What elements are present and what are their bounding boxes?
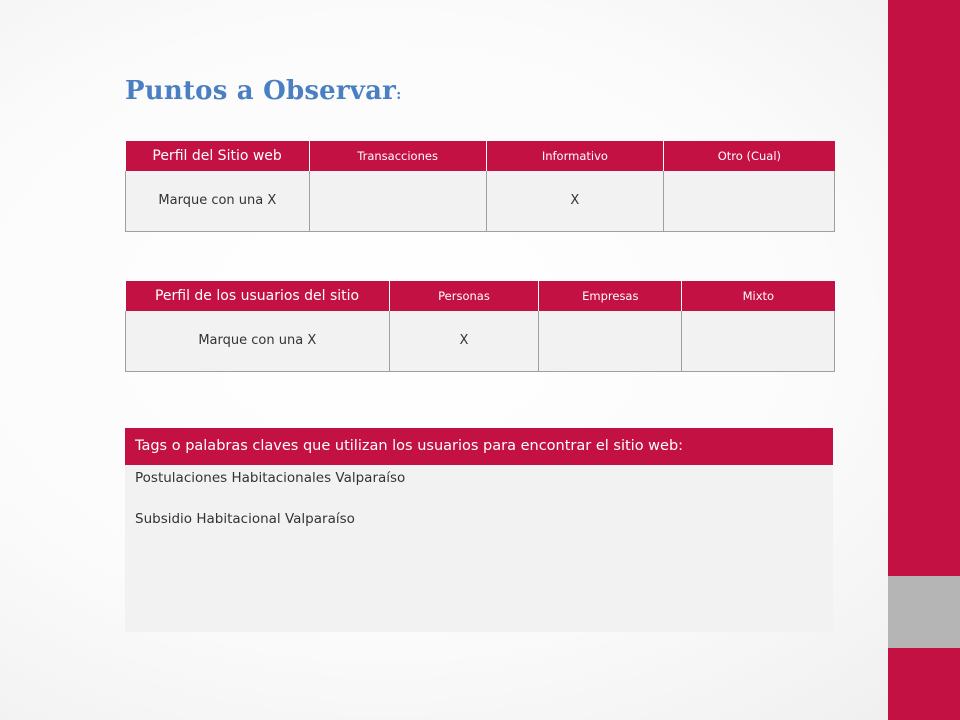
site-profile-header: Perfil del Sitio web	[126, 141, 310, 171]
tags-box	[125, 428, 833, 632]
cell-mixto[interactable]	[682, 311, 835, 371]
row-label: Marque con una X	[126, 311, 390, 371]
tag-item: Postulaciones Habitacionales Valparaíso	[135, 470, 406, 486]
table-header-row	[126, 141, 835, 171]
cell-empresas[interactable]	[539, 311, 682, 371]
cell-personas[interactable]: X	[389, 311, 539, 371]
cell-otro[interactable]	[664, 171, 835, 231]
side-band-top	[888, 0, 960, 576]
site-profile-table	[125, 141, 835, 232]
side-band-bottom	[888, 648, 960, 720]
page-title	[125, 76, 401, 106]
user-profile-header: Perfil de los usuarios del sitio	[126, 281, 390, 311]
tag-item: Subsidio Habitacional Valparaíso	[135, 511, 355, 527]
table-header-row	[126, 281, 835, 311]
col-otro: Otro (Cual)	[664, 141, 835, 171]
col-mixto: Mixto	[682, 281, 835, 311]
col-personas: Personas	[389, 281, 539, 311]
page-title-colon: :	[396, 87, 402, 103]
col-transacciones: Transacciones	[309, 141, 486, 171]
cell-transacciones[interactable]	[309, 171, 486, 231]
table-row	[126, 311, 835, 371]
col-informativo: Informativo	[486, 141, 664, 171]
cell-informativo[interactable]: X	[486, 171, 664, 231]
tags-header: Tags o palabras claves que utilizan los usuarios para encontrar el sitio web:	[125, 428, 833, 465]
row-label: Marque con una X	[126, 171, 310, 231]
side-band-middle	[888, 576, 960, 648]
user-profile-table	[125, 281, 835, 372]
col-empresas: Empresas	[539, 281, 682, 311]
page-title-text: Puntos a Observar	[125, 76, 397, 106]
table-row	[126, 171, 835, 231]
